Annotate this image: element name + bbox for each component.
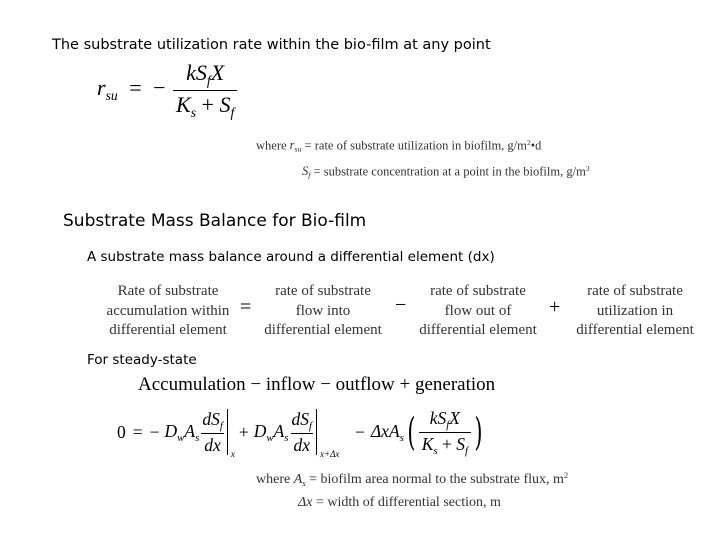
where-2-line-2: Δx = width of differential section, m	[298, 494, 501, 510]
eq-main-minus-2: −	[355, 421, 365, 442]
eq-fraction	[173, 60, 237, 121]
eq-right-paren: )	[474, 410, 483, 455]
eq-numerator: $kS_fX$	[186, 60, 225, 88]
where-1-line-2: $S_f$ = substrate concentration at a point in the biofilm, $g/m^3$	[302, 163, 590, 180]
balance-term-inflow: rate of substrate flow into differential element	[264, 283, 382, 338]
word-equation: Accumulation − inflow − outflow + generation	[138, 374, 496, 395]
balance-term-accumulation: Rate of substrate accumulation within differential element	[106, 283, 230, 338]
section-heading-utilization-rate: The substrate utilization rate within the bio-film at any point	[52, 37, 491, 53]
utilization-rate-equation	[97, 60, 237, 121]
balance-plus-sign: +	[549, 296, 561, 318]
eq-minus: −	[153, 75, 166, 101]
eq-diffusivity-2: $D_wA_s$	[253, 420, 289, 444]
eq-lhs: $r_{su}$	[97, 75, 118, 104]
balance-minus-sign: −	[395, 294, 407, 316]
eq-zero: 0	[117, 421, 126, 442]
steady-state-equation	[117, 408, 486, 460]
where-definitions-1	[256, 133, 590, 185]
eq-main-plus: +	[238, 421, 249, 442]
eq-eval-bar-1: x	[227, 409, 228, 455]
balance-equals-sign: =	[240, 296, 252, 318]
where-definitions-2	[256, 466, 568, 512]
eq-rate-fraction: $\frac{kS_fX}{K_s + S_f}$	[419, 408, 471, 457]
eq-gradient-2: $\frac{dS_f}{dx}$	[291, 408, 313, 455]
where-2-line-1: where $A_s$ = biofilm area normal to the substrate flux, $m^2$	[256, 470, 569, 488]
eq-denominator: $K_s + S_f$	[173, 90, 237, 121]
where-1-line-1: where $r_{su}$ = rate of substrate utilization in biofilm, $g/m^2•d$	[256, 138, 542, 154]
balance-term-outflow: rate of substrate flow out of differential element	[419, 283, 537, 338]
steady-state-label: For steady-state	[87, 352, 197, 368]
balance-term-utilization: rate of substrate utilization in differential element	[576, 283, 694, 338]
eq-gradient-1: $\frac{dS_f}{dx}$	[202, 408, 223, 455]
eq-equals: =	[129, 75, 142, 101]
section-heading-mass-balance: Substrate Mass Balance for Bio-film	[63, 211, 367, 231]
mass-balance-description: A substrate mass balance around a differential element (dx)	[87, 249, 495, 265]
eq-delta-x-area: ΔxA$_s$	[370, 420, 404, 444]
eq-eval-bar-2: x+Δx	[316, 409, 317, 455]
eq-left-paren: (	[407, 410, 416, 455]
eq-diffusivity-1: $D_wA_s$	[164, 420, 200, 444]
eq-main-equals: =	[132, 421, 143, 442]
eq-main-minus: −	[149, 421, 160, 442]
